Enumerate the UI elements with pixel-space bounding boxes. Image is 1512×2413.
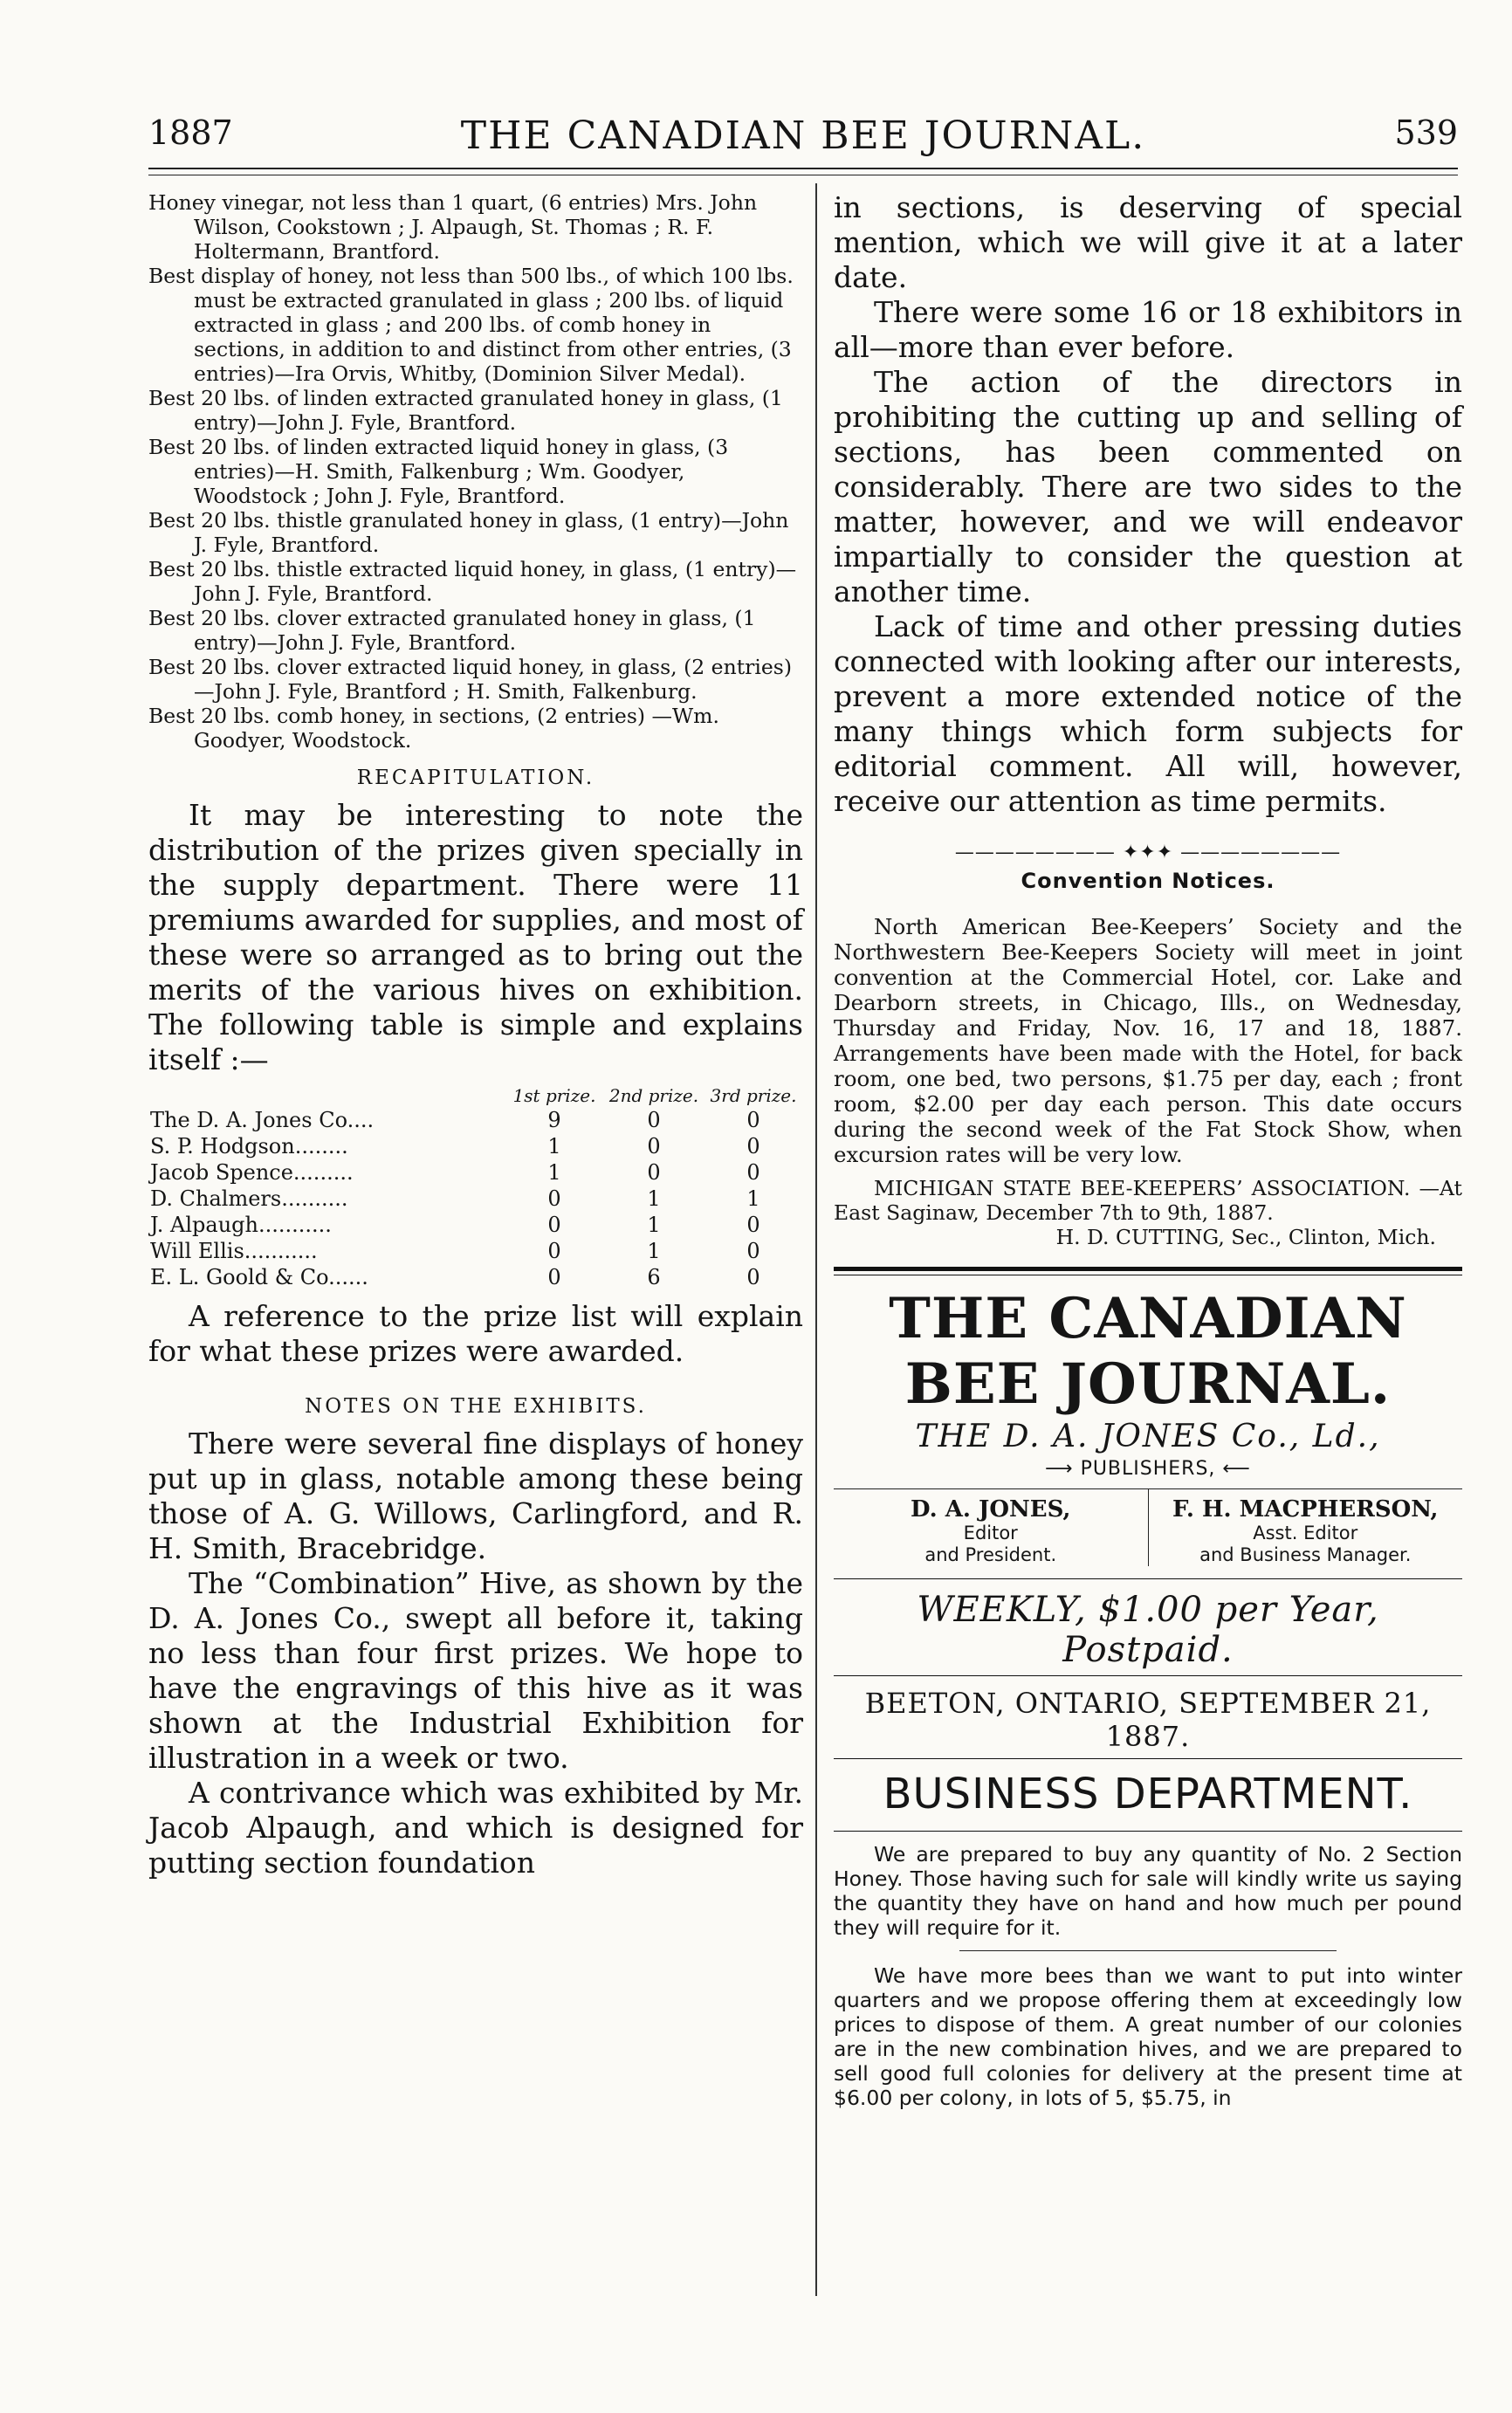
prize-count: 0	[547, 1186, 561, 1211]
rule	[834, 1675, 1462, 1676]
exhibitor-name: Jacob Spence.........	[150, 1160, 354, 1185]
separator	[959, 1950, 1337, 1951]
publisher-name: THE D. A. JONES Co., Ld.,	[915, 1419, 1381, 1454]
prize-count: 0	[547, 1213, 561, 1237]
subscription-line: WEEKLY, $1.00 per Year, Postpaid.	[917, 1590, 1379, 1670]
table-header: 3rd prize.	[710, 1085, 797, 1106]
header-rule	[148, 168, 1458, 169]
notes-paragraph: A contrivance which was exhibited by Mr. Jacob Alpaugh, and which is designed for putting section foundation	[148, 1776, 803, 1880]
prize-count: 9	[547, 1108, 561, 1132]
prize-count: 0	[746, 1160, 760, 1185]
prize-entry: Best 20 lbs. thistle granulated honey in glass, (1 entry)—John J. Fyle, Brantford.	[148, 508, 789, 557]
exhibitor-name: Will Ellis...........	[150, 1239, 318, 1263]
header-year: 1887	[148, 113, 233, 152]
prize-count: 0	[746, 1265, 760, 1289]
rule	[834, 1578, 1462, 1579]
business-heading: BUSINESS DEPARTMENT.	[883, 1770, 1413, 1818]
exhibitor-name: The D. A. Jones Co....	[150, 1108, 375, 1132]
prize-count: 0	[647, 1160, 661, 1185]
notes-heading: NOTES ON THE EXHIBITS.	[305, 1395, 647, 1418]
table-row	[148, 1107, 803, 1133]
prize-count: 0	[746, 1239, 760, 1263]
recap-outro: A reference to the prize list will explain for what these prizes were awarded.	[148, 1299, 803, 1368]
dateline: BEETON, ONTARIO, SEPTEMBER 21, 1887.	[864, 1687, 1432, 1753]
table-header: 1st prize.	[512, 1085, 596, 1106]
convention-heading: Convention Notices.	[1021, 869, 1275, 893]
prize-count: 1	[746, 1186, 760, 1211]
prize-count: 6	[647, 1265, 661, 1289]
exhibitor-name: S. P. Hodgson........	[150, 1134, 348, 1158]
prize-count: 0	[547, 1265, 561, 1289]
prize-entry: Best 20 lbs. thistle extracted liquid honey, in glass, (1 entry)—John J. Fyle, Brantford.	[148, 557, 797, 606]
editorial-paragraph: There were some 16 or 18 exhibitors in all—more than ever before.	[834, 295, 1462, 364]
recap-intro: It may be interesting to note the distribution of the prizes given specially in the supply department. There were 11 premiums awarded for supplies, and most of these were so arranged as to bring out the merits of the various hives on exhibition. The following table is simple and explains itself :—	[148, 798, 803, 1076]
right-column	[834, 190, 1462, 2110]
table-row	[148, 1159, 803, 1186]
editor-block	[1148, 1489, 1463, 1566]
editorial-paragraph: in sections, is deserving of special mention, which we will give it at a later date.	[834, 190, 1462, 294]
prize-count: 0	[746, 1108, 760, 1132]
table-header-blank	[148, 1084, 505, 1107]
prize-count: 0	[647, 1134, 661, 1158]
prize-count: 0	[547, 1239, 561, 1263]
prize-entry: Best 20 lbs. clover extracted liquid honey, in glass, (2 entries)—John J. Fyle, Brantford ; H. Smith, Falkenburg.	[148, 655, 793, 704]
table-header: 2nd prize.	[608, 1085, 699, 1106]
arrow-left-icon: ⟵	[1215, 1458, 1251, 1480]
editor-role: Asst. Editor	[1253, 1523, 1358, 1543]
table-row	[148, 1238, 803, 1264]
editor-role: and President.	[924, 1544, 1057, 1565]
editor-block	[834, 1489, 1148, 1566]
exhibitor-name: E. L. Goold & Co......	[150, 1265, 368, 1289]
ornament-rule-icon: ———————— ✦✦✦ ————————	[954, 842, 1342, 863]
michigan-notice: MICHIGAN STATE BEE-KEEPERS’ ASSOCIATION. —At East Saginaw, December 7th to 9th, 1887.	[834, 1176, 1462, 1225]
editor-role: Editor	[963, 1523, 1018, 1543]
business-paragraph: We have more bees than we want to put into winter quarters and we propose offering them at exceedingly low prices to dispose of them. A great number of our colonies are in the new combination hives, and we are prepared to sell good full colonies for delivery at the present time at $6.00 per colony, in lots of 5, $5.75, in	[834, 1963, 1462, 2110]
rule	[834, 1758, 1462, 1759]
recap-heading: RECAPITULATION.	[356, 767, 595, 789]
editorial-paragraph: Lack of time and other pressing duties connected with looking after our interests, prevent a more extended notice of the many things which form subjects for editorial comment. All will, however, receive our attention as time permits.	[834, 609, 1462, 818]
rule	[834, 1831, 1462, 1832]
table-row	[148, 1212, 803, 1238]
running-header	[148, 113, 1458, 166]
exhibitor-name: J. Alpaugh...........	[150, 1213, 332, 1237]
prize-table	[148, 1084, 803, 1290]
prize-count: 0	[647, 1108, 661, 1132]
prize-count: 1	[547, 1160, 561, 1185]
prize-count: 1	[647, 1239, 661, 1263]
prize-entry: Honey vinegar, not less than 1 quart, (6 entries) Mrs. John Wilson, Cookstown ; J. Alpaugh, St. Thomas ; R. F. Holtermann, Brantford.	[148, 190, 758, 264]
masthead-rule	[834, 1267, 1462, 1271]
editor-name: D. A. JONES,	[911, 1496, 1071, 1523]
editorial-paragraph: The action of the directors in prohibiting the cutting up and selling of sections, has been commented on considerably. There are two sides to the matter, however, and we will endeavor impartially to consider the question at another time.	[834, 365, 1462, 608]
notes-paragraph: The “Combination” Hive, as shown by the D. A. Jones Co., swept all before it, taking no less than four first prizes. We hope to have the engravings of this hive as it was shown at the Industrial Exhibition for illustration in a week or two.	[148, 1566, 803, 1775]
prize-entry: Best 20 lbs. of linden extracted granulated honey in glass, (1 entry)—John J. Fyle, Brantford.	[148, 386, 783, 435]
prize-count: 1	[647, 1186, 661, 1211]
editor-name: F. H. MACPHERSON,	[1172, 1496, 1439, 1523]
prize-entry: Best 20 lbs. comb honey, in sections, (2 entries) —Wm. Goodyer, Woodstock.	[148, 704, 719, 753]
table-row	[148, 1133, 803, 1159]
prize-count: 0	[746, 1134, 760, 1158]
exhibitor-name: D. Chalmers..........	[150, 1186, 348, 1211]
left-column	[148, 190, 803, 1880]
michigan-signature: H. D. CUTTING, Sec., Clinton, Mich.	[1055, 1225, 1436, 1249]
publishers-label: PUBLISHERS,	[1080, 1458, 1216, 1480]
prize-entry: Best 20 lbs. clover extracted granulated honey in glass, (1 entry)—John J. Fyle, Brantford.	[148, 606, 756, 655]
prize-count: 1	[547, 1134, 561, 1158]
notes-paragraph: There were several fine displays of honey put up in glass, notable among these being those of A. G. Willows, Carlingford, and R. H. Smith, Bracebridge.	[148, 1426, 803, 1565]
column-divider	[815, 183, 817, 2296]
table-row	[148, 1264, 803, 1290]
arrow-right-icon: ⟶	[1045, 1458, 1081, 1480]
convention-notice: North American Bee-Keepers’ Society and the Northwestern Bee-Keepers Society will meet in joint convention at the Commercial Hotel, cor. Lake and Dearborn streets, in Chicago, Ills., on Wednesday, Thursday and Friday, Nov. 16, 17 and 18, 1887. Arrangements have been made with the Hotel, for back room, one bed, two persons, $1.75 per day, each ; front room, $2.00 per day each person. This date occurs during the second week of the Fat Stock Show, when excursion rates will be very low.	[834, 914, 1462, 1167]
journal-title: THE CANADIAN BEE JOURNAL.	[460, 113, 1146, 158]
page-number: 539	[1394, 113, 1458, 152]
editors-box	[834, 1488, 1462, 1566]
prize-entry: Best 20 lbs. of linden extracted liquid honey in glass, (3 entries)—H. Smith, Falkenburg ; Wm. Goodyer, Woodstock ; John J. Fyle, Brantford.	[148, 435, 729, 508]
prize-count: 0	[746, 1213, 760, 1237]
table-row	[148, 1186, 803, 1212]
editor-role: and Business Manager.	[1199, 1544, 1412, 1565]
prize-entry: Best display of honey, not less than 500 lbs., of which 100 lbs. must be extracted granulated in glass ; 200 lbs. of liquid extracted in glass ; and 200 lbs. of comb honey in sections, in addition to and distinct from other entries, (3 entries)—Ira Orvis, Whitby, (Dominion Silver Medal).	[148, 264, 794, 386]
prize-count: 1	[647, 1213, 661, 1237]
business-paragraph: We are prepared to buy any quantity of No. 2 Section Honey. Those having such for sale will kindly write us saying the quantity they have on hand and how much per pound they will require for it.	[834, 1842, 1462, 1940]
masthead-title: THE CANADIAN BEE JOURNAL.	[889, 1286, 1407, 1417]
publishers-label-row	[834, 1458, 1462, 1480]
